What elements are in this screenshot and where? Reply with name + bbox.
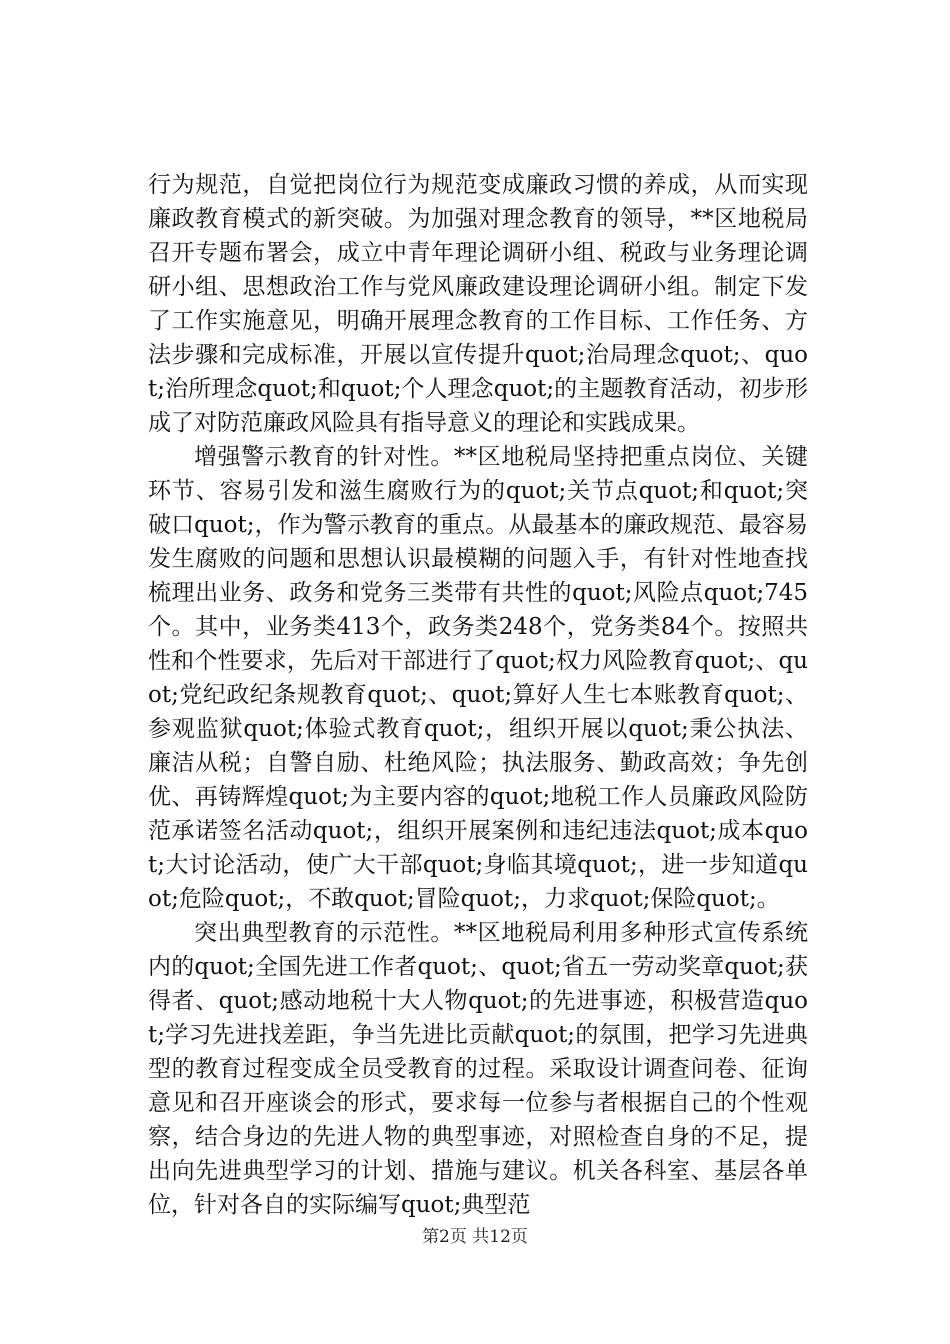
paragraph-warning-education: 增强警示教育的针对性。**区地税局坚持把重点岗位、关键环节、容易引发和滋生腐败行为的quot;关节点quot;和quot;突破口quot;，作为警示教育的重点。从最基本的廉政规范、最容易发生腐败的问题和思想认识最模糊的问题入手，有针对性地查找梳理出业务、政务和党务三类带有共性的quot;风险点quot;745个。其中，业务类413个，政务类248个，党务类84个。按照共性和个性要求，先后对干部进行了quot;权力风险教育quot;、quot;党纪政纪条规教育quot;、quot;算好人生七本账教育quot;、参观监狱quot;体验式教育quot;，组织开展以quot;秉公执法、廉洁从税；自警自励、杜绝风险；执法服务、勤政高效；争先创优、再铸辉煌quot;为主要内容的quot;地税工作人员廉政风险防范承诺签名活动quot;，组织开展案例和违纪违法quot;成本quot;大讨论活动，使广大干部quot;身临其境quot;，进一步知道quot;危险quot;，不敢quot;冒险quot;，力求quot;保险quot;。: [148, 444, 808, 912]
document-body: [148, 168, 808, 1222]
page-number-footer: 第2页 共12页: [422, 1227, 528, 1247]
paragraph-continuation: 行为规范，自觉把岗位行为规范变成廉政习惯的养成，从而实现廉政教育模式的新突破。为加强对理念教育的领导，**区地税局召开专题布署会，成立中青年理论调研小组、税政与业务理论调研小组、思想政治工作与党风廉政建设理论调研小组。制定下发了工作实施意见，明确开展理念教育的工作目标、工作任务、方法步骤和完成标准，开展以宣传提升quot;治局理念quot;、quot;治所理念quot;和quot;个人理念quot;的主题教育活动，初步形成了对防范廉政风险具有指导意义的理论和实践成果。: [148, 172, 808, 436]
paragraph-model-education: 突出典型教育的示范性。**区地税局利用多种形式宣传系统内的quot;全国先进工作者quot;、quot;省五一劳动奖章quot;获得者、quot;感动地税十大人物quot;的先进事迹，积极营造quot;学习先进找差距，争当先进比贡献quot;的氛围，把学习先进典型的教育过程变成全员受教育的过程。采取设计调查问卷、征询意见和召开座谈会的形式，要求每一位参与者根据自己的个性观察，结合身边的先进人物的典型事迹，对照检查自身的不足，提出向先进典型学习的计划、措施与建议。机关各科室、基层各单位，针对各自的实际编写quot;典型范: [148, 920, 808, 1218]
